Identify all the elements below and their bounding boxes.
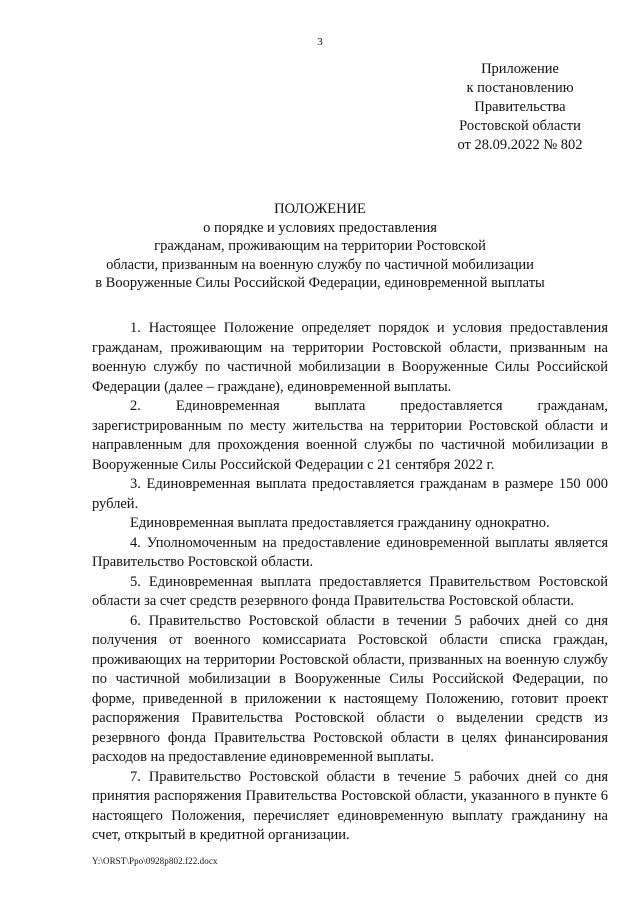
page-number: 3 [317, 36, 323, 48]
paragraph-3: 3. Единовременная выплата предоставляется гражданам в размере 150 000 рублей. [92, 476, 608, 512]
title-line: гражданам, проживающим на территории Ростовской [154, 238, 486, 254]
paragraph-4: 4. Уполномоченным на предоставление единовременной выплаты является Правительство Ростовской области. [92, 534, 608, 570]
paragraph-2: 2. Единовременная выплата предоставляется гражданам, зарегистрированным по месту жительства на территории Ростовской области и направленным для прохождения военной службы по частичной мобилизации в Вооруженные Силы Российской Федерации с 21 сентября 2022 г. [92, 398, 608, 473]
appendix-block [420, 60, 620, 155]
appendix-line: к постановлению [466, 80, 574, 96]
title-heading: ПОЛОЖЕНИЕ [274, 201, 366, 217]
document-title [0, 200, 640, 293]
appendix-line: Ростовской области [459, 118, 581, 134]
appendix-line: Приложение [481, 61, 559, 77]
document-body [92, 319, 608, 846]
title-line: в Вооруженные Силы Российской Федерации, единовременной выплаты [95, 275, 545, 291]
paragraph-1: 1. Настоящее Положение определяет порядок и условия предоставления гражданам, проживающим на территории Ростовской области, призванным на военную службу по частичной мобилизации в Вооруженные Силы Российской Федерации (далее – граждане), единовременной выплаты. [92, 320, 608, 395]
paragraph-3-note: Единовременная выплата предоставляется гражданину однократно. [130, 515, 550, 531]
paragraph-7: 7. Правительство Ростовской области в течение 5 рабочих дней со дня принятия распоряжения Правительства Ростовской области, указанного в пункте 6 настоящего Положения, перечисляет единовременную выплату гражданину на счет, открытый в кредитной организации. [92, 768, 608, 843]
paragraph-6: 6. Правительство Ростовской области в течении 5 рабочих дней со дня получения от военного комиссариата Ростовской области списка граждан, проживающих на территории Ростовской области, призванных на военную службу по частичной мобилизации в Вооруженные Силы Российской Федерации, по форме, приведенной в приложении к настоящему Положению, готовит проект распоряжения Правительства Ростовской области о выделении средств из резервного фонда Правительства Ростовской области в целях финансирования расходов на предоставление единовременной выплаты. [92, 612, 608, 765]
file-path-footer: Y:\ORST\Ppo\0928p802.f22.docx [92, 856, 218, 866]
paragraph-5: 5. Единовременная выплата предоставляется Правительством Ростовской области за счет средств резервного фонда Правительства Ростовской области. [92, 573, 608, 609]
appendix-line: Правительства [474, 99, 566, 115]
appendix-line: от 28.09.2022 № 802 [457, 137, 583, 153]
title-line: о порядке и условиях предоставления [203, 219, 437, 236]
title-line: области, призванным на военную службу по частичной мобилизации [106, 256, 534, 273]
